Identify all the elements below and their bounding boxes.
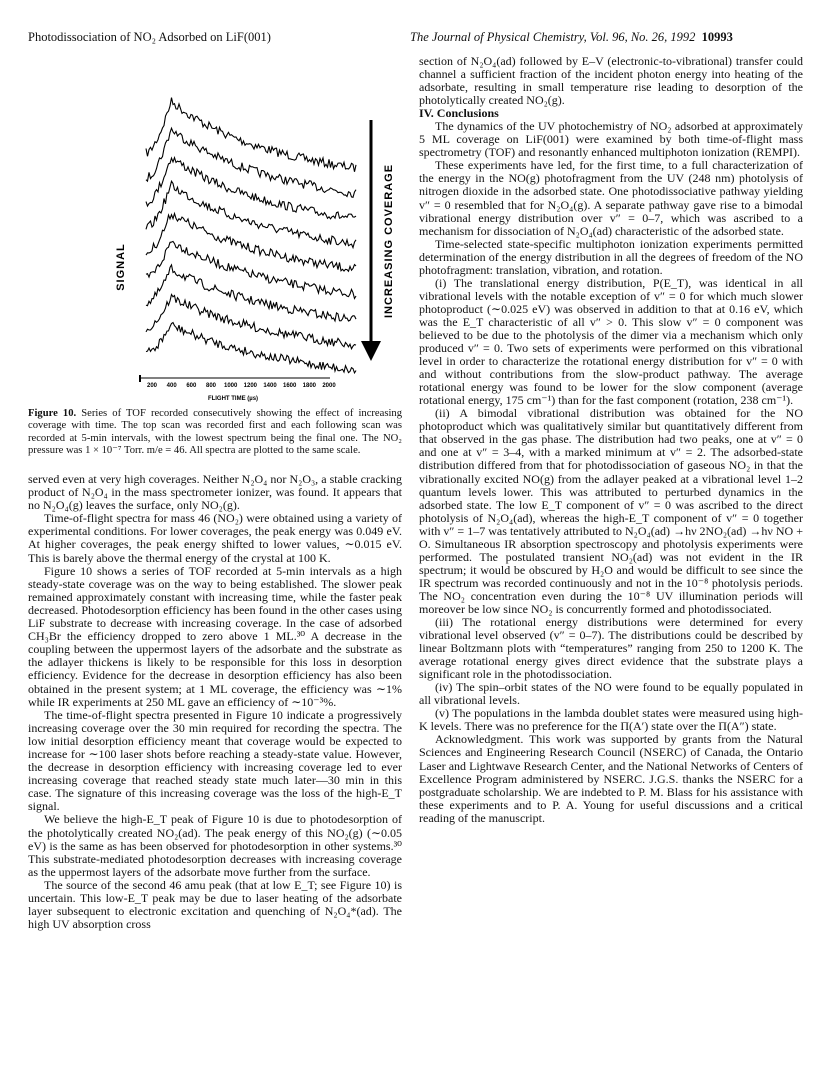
x-axis-ticks (147, 383, 336, 389)
increasing-coverage-label: INCREASING COVERAGE (383, 163, 395, 319)
x-tick-label: 2000 (322, 383, 336, 389)
x-tick-label: 1400 (263, 383, 277, 389)
left-column-body (28, 473, 402, 931)
tof-spectra-plot (28, 75, 402, 405)
caption-text: Series of TOF recorded consecutively showing the effect of increasing coverage with time. The top scan was recorded first and each following scan was recorded at 5-min intervals, with the lowest spectrum being the final one. The NO₂ pressure was 1 × 10⁻⁷ Torr. m/e = 46. All spectra are plotted to the same scale. (28, 408, 402, 457)
paragraph: These experiments have led, for the first time, to a full characterization of the energy in the NO(g) photofragment from the UV (248 nm) photolysis of nitrogen dioxide in the adsorbed state. One photodissociative pathway yielding v″ = 0 resembled that for N₂O₄(g). A separate pathway gave rise to a bimodal vibrational energy distribution over v″ = 0–7, which was ascribed to a mechanism for dissociation of N₂O₄(ad) characteristic of the adsorbed state. (419, 158, 803, 238)
paragraph: (i) The translational energy distribution, P(E_T), was identical in all vibrational levels with the notable exception of v″ = 0 for which much slower photoproduct (∼0.025 eV) was observed in addition to that at 0.16 eV, which was the E_T characteristic of all v″ > 0. This slow v″ = 0 component was believed to be due to the photolysis of the dimer via a mechanism which only produced v″ = 0. Two sets of experiments were performed on this vibrational level in order to characterize the rotational energy distribution for v″ = 0 with and without contributions from the slow-product pathway. The average rotational energy was found to be lower for the slow component (average rotational energy, 175 cm⁻¹) than for the fast component (rotation, 238 cm⁻¹). (419, 275, 803, 408)
x-tick-label: 1000 (223, 383, 238, 389)
tof-spectrum-trace (146, 265, 356, 321)
x-tick-label: 1600 (282, 383, 297, 389)
paragraph: The source of the second 46 amu peak (that at low E_T; see Figure 10) is uncertain. This low-E_T peak may be due to laser heating of the adsorbate layer subsequent to electronic excitation and quenching of N₂O₄*(ad). The high UV absorption cross (28, 877, 402, 932)
paragraph: Time-selected state-specific multiphoton ionization experiments permitted determination of the energy distribution in all the degrees of freedom of the NO photofragment: translation, vibration, and rotation. (419, 236, 803, 277)
journal-citation: The Journal of Physical Chemistry, Vol. 96, No. 26, 1992 (410, 30, 696, 44)
x-tick-label: 200 (146, 383, 158, 389)
x-axis-label: FLIGHT TIME (µs) (207, 396, 259, 402)
paragraph: section of N₂O₄(ad) followed by E–V (electronic-to-vibrational) transfer could channel a sufficient fraction of the incident photon energy into heating of the adsorbate, resulting in small temperature rise leading to desorption of the photolytically created NO₂(g). (419, 54, 803, 108)
y-axis-label: SIGNAL (115, 243, 127, 291)
paragraph: (iii) The rotational energy distributions were determined for every vibrational level observed (v″ = 0–7). The distributions could be described by linear Boltzmann plots with “temperatures” ranging from 250 to 1200 K. The average rotational energy gives direct evidence that the substrate plays a significant role in the photodissociation. (419, 615, 803, 682)
paragraph: We believe the high-E_T peak of Figure 10 is due to photodesorption of the photolytically created NO₂(ad). The peak energy of this NO₂(g) (∼0.05 eV) is the same as has been observed for photodesorption in other systems.³⁰ This substrate-mediated photodesorption decreases with increasing coverage as the uppermost layers of the adsorbate move further from the surface. (28, 812, 402, 879)
paragraph: Figure 10 shows a series of TOF recorded at 5-min intervals as a high steady-state coverage was on the way to being established. The slower peak remained approximately constant with increasing time, while the faster peak decreased. Photodesorption efficiency has been found in the other cases using LiF substrate to decrease with increasing coverage. In the case of adsorbed CH₃Br the efficiency dropped to zero above 1 ML.³⁰ A decrease in the coupling between the uppermost layers of the adsorbate and the substrate as the adlayer thickens is likely to be responsible for this loss in desorption efficiency. Evidence for the decrease in desorption efficiency has also been obtained in the present system; at 1 ML coverage, the efficiency was ∼1% while IR experiments at 250 ML gave an efficiency of ∼10⁻³%. (28, 563, 402, 709)
tof-spectrum-trace (146, 241, 356, 298)
figure-10 (28, 75, 402, 405)
paragraph: served even at very high coverages. Neither N₂O₄ nor N₂O₃, a stable cracking product of N₂O₄ in the mass spectrometer ionizer, was found. It appears that no N₂O₄(g) leaves the surface, only NO₂(g). (28, 472, 402, 513)
right-column-body (419, 55, 803, 825)
running-header-title: Photodissociation of NO₂ Adsorbed on LiF(001) (28, 30, 271, 44)
x-tick-label: 1200 (243, 383, 258, 389)
tof-spectrum-trace (146, 323, 356, 373)
paragraph: (v) The populations in the lambda doublet states were measured using high-K levels. There was no preference for the Π(A′) state over the Π(A″) state. (419, 706, 803, 734)
x-tick-label: 600 (186, 383, 197, 389)
page-number: 10993 (701, 30, 733, 44)
caption-label: Figure 10. (28, 408, 77, 419)
paragraph: The time-of-flight spectra presented in Figure 10 indicate a progressively increasing coverage over the 30 min required for recording the spectra. The low initial desorption efficiency meant that coverage would be expected to increase for ∼100 laser shots before reaching a steady-state value. However, the decrease in desorption efficiency with increasing coverage led to ever increasing coverage that reached steady state much later—30 min in this case. The signature of this increasing coverage was the loss of the high-E_T signal. (28, 707, 402, 814)
acknowledgment-paragraph: Acknowledgment. This work was supported by grants from the Natural Sciences and Engineering Research Council (NSERC) of Canada, the Ontario Laser and Lightwave Research Center, and the National Networks of Centers of Excellence Program administered by NSERC. J.G.S. thanks the NSERC for a postgraduate scholarship. We are indebted to P. M. Blass for his assistance with these experiments and to P. A. Young for useful discussions and a critical reading of the manuscript. (419, 732, 803, 825)
paragraph: Time-of-flight spectra for mass 46 (NO₂) were obtained using a variety of experimental conditions. For lower coverages, the peak energy was 0.049 eV. At higher coverages, the peak energy shifted to lower values, ∼0.015 eV. This is barely above the thermal energy of the crystal at 100 K. (28, 511, 402, 565)
paragraph: The dynamics of the UV photochemistry of NO₂ adsorbed at approximately 5 ML coverage on LiF(001) were examined by both time-of-flight mass spectrometry (TOF) and resonantly enhanced multiphoton ionization (REMPI). (419, 119, 803, 160)
coverage-arrow-head (361, 341, 381, 361)
x-tick-label: 400 (166, 383, 177, 389)
paragraph: (ii) A bimodal vibrational distribution was obtained for the NO photoproduct which was qualitatively similar but quantitatively different from that observed in the gas phase. The distribution had two peaks, one at v″ = 0 and one at v″ = 3–4, with a marked minimum at v″ = 2. The adsorbed-state distribution differed from that for photodissociation of gaseous NO₂ in that the vibrationally excited NO(g) from the adlayer peaked at a vibrational level 1–2 quantum levels lower. This was attributed to perturbed dynamics in the adsorbed state. The low E_T component of v″ = 0 was ascribed to the direct photolysis of N₂O₄(ad), whereas the high-E_T component of v″ = 0 together with v″ = 1–7 was tentatively attributed to N₂O₄(ad) →hν 2NO₂(ad) →hν NO + O. Simultaneous IR absorption spectroscopy and photolysis experiments were performed. The postulated transient NO₂(ad) was not evident in the IR spectrum; it would be obscured by H₂O and would be difficult to see since the IR spectrum was recorded continuously and not in the 10⁻⁸ photolysis periods. The NO₂ concentration even during the 10⁻⁸ UV illumination periods will moreover be low since NO₂ is concurrently formed and photodissociated. (419, 406, 804, 616)
x-tick-label: 1800 (302, 383, 317, 389)
running-header-journal (410, 30, 733, 45)
x-tick-label: 800 (205, 383, 217, 389)
paragraph: (iv) The spin–orbit states of the NO were found to be equally populated in all vibrational levels. (419, 680, 803, 708)
tof-spectrum-trace (146, 295, 356, 349)
tof-traces (146, 98, 356, 373)
figure-caption (28, 408, 402, 458)
section-heading: IV. Conclusions (419, 106, 499, 121)
tof-spectrum-trace (146, 181, 356, 247)
